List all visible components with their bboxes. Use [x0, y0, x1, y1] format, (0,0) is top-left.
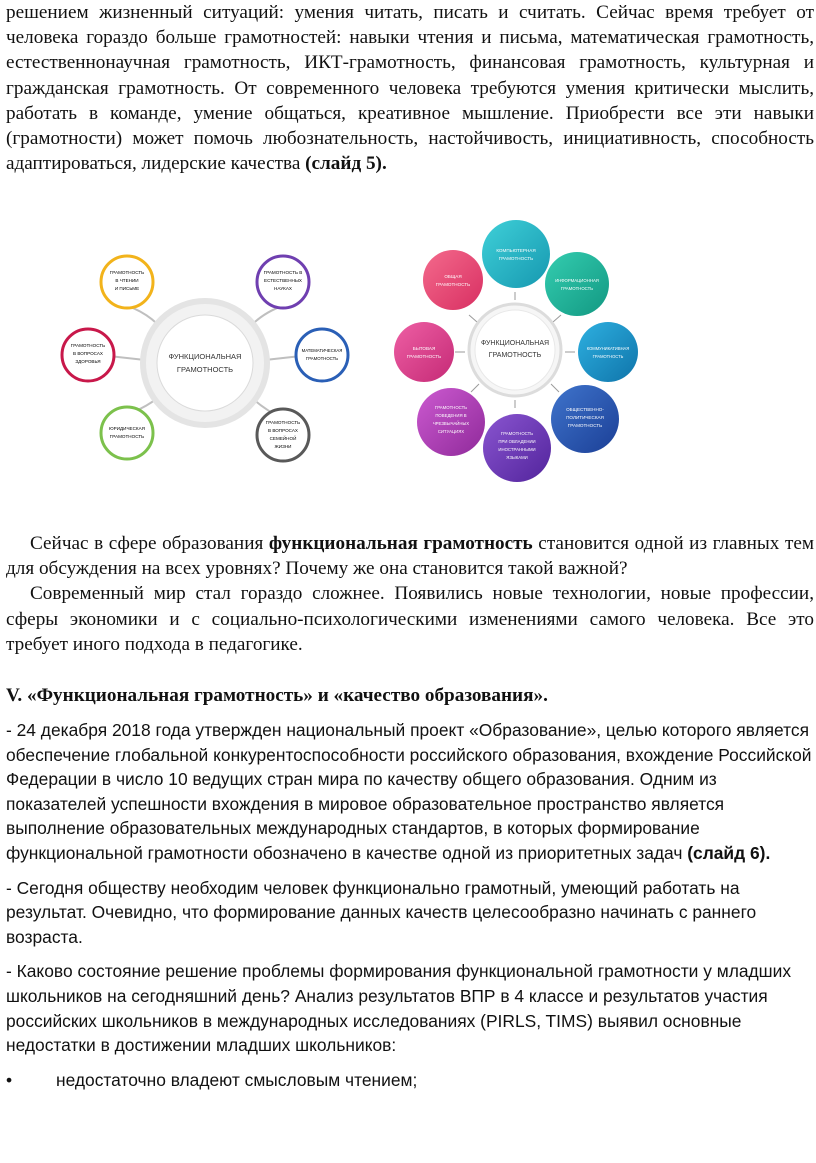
- node-info-line-1: ИНФОРМАЦИОННАЯ: [555, 278, 599, 283]
- node-emergency-line-4: СИТУАЦИЯХ: [437, 429, 465, 434]
- node-languages-line-4: ЯЗЫКАМИ: [506, 455, 528, 460]
- node-social-political-literacy: [551, 385, 619, 453]
- item-current-state: - Каково состояние решение проблемы формирования функциональной грамотности у младших школьников на сегодняшний день? Анализ результатов ВПР в 4 классе и результатов участия российских школьников в международных исследованиях (PIRLS, TIMS) выявил основные недостатки в достижении младших школьников:: [6, 961, 792, 1056]
- node-general-line-1: ОБЩАЯ: [444, 274, 462, 279]
- node-general-line-2: ГРАМОТНОСТЬ: [435, 282, 471, 287]
- node-health-line-3: ЗДОРОВЬЯ: [75, 359, 101, 364]
- node-reading-literacy: [101, 256, 153, 308]
- node-math-line-1: МАТЕМАТИЧЕСКАЯ: [301, 348, 343, 353]
- bullet-marker: •: [6, 1069, 13, 1090]
- node-emergency-line-2: ПОВЕДЕНИЯ В: [435, 413, 467, 418]
- node-languages-line-2: ПРИ ОВЛАДЕНИИ: [498, 439, 536, 444]
- node-household-literacy: [394, 322, 454, 382]
- node-information-literacy: [545, 252, 609, 316]
- node-math-line-2: ГРАМОТНОСТЬ: [305, 356, 339, 361]
- item-national-project: [6, 718, 814, 866]
- node-math-literacy: [296, 329, 348, 381]
- node-foreign-languages-literacy: [483, 414, 551, 482]
- paragraph-importance-pre: Сейчас в сфере образования: [30, 533, 264, 554]
- node-health-line-2: В ВОПРОСАХ: [72, 351, 104, 356]
- right-center-node: [469, 304, 561, 396]
- bullet-item: [6, 1068, 814, 1093]
- node-computer-literacy: [482, 220, 550, 288]
- node-household-line-1: БЫТОВАЯ: [412, 346, 436, 351]
- node-languages-line-1: ГРАМОТНОСТЬ: [500, 431, 534, 436]
- node-science-line-1: ГРАМОТНОСТЬ В: [263, 270, 303, 275]
- node-legal-line-1: ЮРИДИЧЕСКАЯ: [109, 426, 145, 431]
- node-science-line-3: НАУКАХ: [274, 286, 292, 291]
- body-paragraphs: [6, 531, 814, 657]
- node-emergency-line-1: ГРАМОТНОСТЬ: [434, 405, 468, 410]
- paragraph-importance-post: становится одной из главных тем для обсуждения на всех уровнях? Почему же она становится такой важной?: [6, 533, 815, 580]
- left-center-label-2: ГРАМОТНОСТЬ: [176, 365, 234, 374]
- node-emergency-literacy: [417, 388, 485, 456]
- node-social-line-2: ПОЛИТИЧЕСКАЯ: [566, 415, 604, 420]
- node-legal-line-2: ГРАМОТНОСТЬ: [109, 434, 145, 439]
- node-family-literacy: [257, 409, 309, 461]
- node-reading-line-2: В ЧТЕНИИ: [115, 278, 139, 283]
- intro-text: решением жизненный ситуаций: умения читать, писать и считать. Сейчас время требует от человека гораздо больше грамотностей: навыки чтения и письма, математическая грамотность, естественнонаучная грамотность, ИКТ-грамотность, финансовая грамотность, культурная и гражданская грамотность. От современного человека требуются умения критически мыслить, работать в команде, умение общаться, креативное мышление. Приобрести все эти навыки (грамотности) может помочь любознательность, настойчивость, инициативность, способность адаптироваться, лидерские качества: [6, 2, 814, 175]
- node-social-line-1: ОБЩЕСТВЕННО-: [566, 407, 604, 412]
- item-society-needs: - Сегодня обществу необходим человек функционально грамотный, умеющий работать на результат. Очевидно, что формирование данных качеств целесообразно начинать с раннего возраста.: [6, 877, 757, 947]
- left-center-label-1: ФУНКЦИОНАЛЬНАЯ: [168, 352, 242, 361]
- left-center-node: [143, 301, 267, 425]
- slide-6-reference: (слайд 6).: [687, 842, 771, 863]
- node-computer-line-2: ГРАМОТНОСТЬ: [498, 256, 534, 261]
- node-communicative-line-2: ГРАМОТНОСТЬ: [592, 354, 624, 359]
- node-health-line-1: ГРАМОТНОСТЬ: [70, 343, 106, 348]
- section-body: [6, 718, 814, 1092]
- functional-literacy-term: функциональная грамотность: [268, 533, 533, 554]
- functional-literacy-diagram-right: [385, 212, 640, 494]
- node-info-line-2: ГРАМОТНОСТЬ: [560, 286, 594, 291]
- node-family-line-2: В ВОПРОСАХ: [267, 428, 299, 433]
- slide-5-reference: (слайд 5).: [305, 153, 387, 175]
- node-health-literacy: [62, 329, 114, 381]
- node-reading-line-1: ГРАМОТНОСТЬ: [109, 270, 145, 275]
- node-family-line-3: СЕМЕЙНОЙ: [269, 436, 297, 441]
- node-family-line-4: ЖИЗНИ: [274, 444, 292, 449]
- node-legal-literacy: [101, 407, 153, 459]
- item-national-project-text: - 24 декабря 2018 года утвержден национальный проект «Образование», целью которого является обеспечение глобальной конкурентоспособности российского образования, вхождение Российской Федерации в число 10 ведущих стран мира по качеству общего образования. Одним из показателей успешности вхождения в мировое образовательное пространство является выполнение образовательных международных стандартов, в которых формирование функциональной грамотности обозначено в качестве одной из приоритетных задач: [6, 720, 812, 863]
- section-heading: V. «Функциональная грамотность» и «качество образования».: [6, 685, 548, 706]
- bullet-text: недостаточно владеют смысловым чтением;: [56, 1069, 418, 1090]
- intro-paragraph: [6, 0, 814, 176]
- right-center-label-1: ФУНКЦИОНАЛЬНАЯ: [480, 340, 550, 347]
- node-science-literacy: [257, 256, 309, 308]
- node-languages-line-3: ИНОСТРАННЫМИ: [498, 447, 536, 452]
- node-communicative-literacy: [578, 322, 638, 382]
- node-reading-line-3: И ПИСЬМЕ: [114, 286, 140, 291]
- right-center-label-2: ГРАМОТНОСТЬ: [488, 352, 542, 359]
- node-household-line-2: ГРАМОТНОСТЬ: [406, 354, 442, 359]
- paragraph-complex-world: Современный мир стал гораздо сложнее. Появились новые технологии, новые профессии, сферы экономики и с социально-психологическими изменениями самого человека. Все это требует иного подхода в педагогике.: [6, 583, 814, 655]
- node-computer-line-1: КОМПЬЮТЕРНАЯ: [496, 248, 536, 253]
- node-science-line-2: ЕСТЕСТВЕННЫХ: [264, 278, 302, 283]
- node-general-literacy: [423, 250, 483, 310]
- node-social-line-3: ГРАМОТНОСТЬ: [567, 423, 603, 428]
- paragraph-importance: [6, 531, 814, 581]
- node-family-line-1: ГРАМОТНОСТЬ: [265, 420, 301, 425]
- functional-literacy-diagram-left: [55, 245, 355, 475]
- node-communicative-line-1: КОММУНИКАТИВНАЯ: [586, 346, 630, 351]
- node-emergency-line-3: ЧРЕЗВЫЧАЙНЫХ: [432, 421, 470, 426]
